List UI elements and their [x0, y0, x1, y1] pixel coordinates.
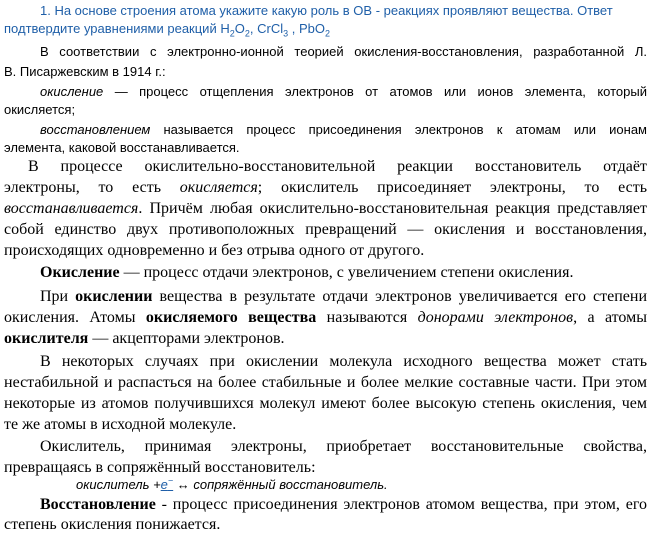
para5-line-2: [4, 458, 316, 478]
para1-text-4: собой единство двух противоположных превращений — окисления и восстановления,: [4, 221, 647, 238]
para1-line-4: [4, 220, 647, 240]
def-reduction-line-1: [40, 121, 647, 138]
para3-text-1b: окислении: [75, 288, 153, 305]
pbo2-sub: 2: [324, 28, 330, 39]
para3-text-1c: вещества в результате отдачи электронов увеличивается его степени: [152, 288, 647, 305]
crcl3-sub: 3: [283, 28, 289, 39]
para4-line-3: [4, 394, 647, 414]
intro-text-2: В. Писаржевским в 1914 г.:: [4, 64, 166, 79]
para2-term: Окисление: [40, 264, 120, 281]
para4-line-1: [40, 352, 647, 372]
para2-line-1: [40, 263, 573, 283]
para3-line-1: [40, 287, 647, 307]
para1-line-1: [28, 157, 647, 177]
para1-text-2b: ; окислитель присоединяет электроны, то есть: [257, 179, 647, 196]
para3-line-3: [4, 329, 285, 349]
def-oxidation-term: окисление: [40, 84, 104, 99]
para4-line-2: [4, 373, 647, 393]
question-line-2: [4, 20, 330, 37]
equation-end: .: [384, 477, 388, 492]
para6-line-2: [4, 515, 220, 535]
para6-text: - процесс присоединения электронов атомом вещества, при этом, его: [155, 496, 647, 513]
para4-line-4: [4, 415, 236, 435]
para3-text-2d: донорами электронов: [417, 309, 574, 326]
question-line-1: [40, 2, 613, 19]
def-oxidation-text: — процесс отщепления электронов от атомов или ионов элемента, который: [103, 84, 647, 99]
para4-text-2: нестабильной и распасться на более стабильные и более мелкие составные части. При этом: [4, 374, 647, 391]
para4-text-3: некоторые из атомов получившихся молекул имеют более высокую степень окисления, чем: [4, 395, 647, 412]
equation-arrow: ↔: [173, 477, 194, 492]
def-reduction-line-2: [4, 139, 240, 156]
para3-text-3b: — акцепторами электронов.: [88, 330, 285, 347]
para1-line-3: [4, 199, 647, 219]
para3-text-2a: окисления. Атомы: [4, 309, 146, 326]
def-reduction-term: восстановлением: [40, 122, 151, 137]
intro-line-2: [4, 63, 166, 80]
para6-text-2: степень окисления понижается.: [4, 516, 221, 533]
para3-line-2: [4, 308, 647, 328]
para1-line-2: [4, 178, 647, 198]
para1-line-5: [4, 241, 424, 261]
h2o2-mid: O: [234, 21, 245, 36]
para1-text-2a: электроны, то есть: [4, 179, 180, 196]
para3-text-2c: называются: [316, 309, 418, 326]
para5-text-2: превращаясь в сопряжённый восстановитель:: [4, 459, 316, 476]
def-reduction-text-2: элемента, каковой восстанавливается.: [4, 140, 240, 155]
question-text-1: 1. На основе строения атома укажите какую роль в ОВ - реакциях проявляют вещества. Ответ: [40, 3, 613, 18]
def-reduction-text: называется процесс присоединения электронов к атомам или ионам: [150, 122, 647, 137]
para1-text-2i: окисляется: [179, 179, 258, 196]
h2o2-sub-2: 2: [244, 28, 250, 39]
para1-text-3i: восстанавливается: [4, 200, 139, 217]
para4-text-1: В некоторых случаях при окислении молекула исходного вещества может стать: [40, 353, 647, 370]
intro-line-1: [40, 43, 647, 60]
def-oxidation-line-1: [40, 83, 647, 100]
para3-text-1a: При: [40, 288, 76, 305]
para5-line-1: [40, 437, 647, 457]
equation-right: сопряжённый восстановитель: [193, 477, 385, 492]
para1-text-1: В процессе окислительно-восстановительной реакции восстановитель отдаёт: [28, 158, 647, 175]
para6-term: Восстановление: [40, 496, 156, 513]
para3-text-3a: окислителя: [4, 330, 89, 347]
electron-charge: −: [167, 475, 174, 486]
para2-text: — процесс отдачи электронов, с увеличением степени окисления.: [119, 264, 574, 281]
intro-text-1: В соответствии с электронно-ионной теорией окисления-восстановления, разработанной Л.: [40, 44, 647, 59]
para3-text-2b: окисляемого вещества: [145, 309, 317, 326]
para6-line-1: [40, 495, 647, 515]
pbo2-text: , PbO: [288, 21, 325, 36]
equation: [76, 476, 388, 493]
crcl3-text: , CrCl: [249, 21, 284, 36]
question-text-2: подтвердите уравнениями реакций H: [4, 21, 230, 36]
para3-text-2e: , а атомы: [573, 309, 648, 326]
h2o2-sub-1: 2: [229, 28, 235, 39]
electron-symbol: e: [160, 477, 168, 492]
equation-left: окислитель +: [76, 477, 161, 492]
para1-text-5: происходящих одновременно и без отрыва одного от другого.: [4, 242, 425, 259]
para1-text-3b: . Причём любая окислительно-восстановительная реакция представляет: [138, 200, 647, 217]
para5-text-1: Окислитель, принимая электроны, приобретает восстановительные свойства,: [40, 438, 647, 455]
electron-link[interactable]: [161, 477, 174, 492]
def-oxidation-text-2: окисляется;: [4, 102, 76, 117]
def-oxidation-line-2: [4, 101, 75, 118]
para4-text-4: те же атомы в исходной молекуле.: [4, 416, 237, 433]
